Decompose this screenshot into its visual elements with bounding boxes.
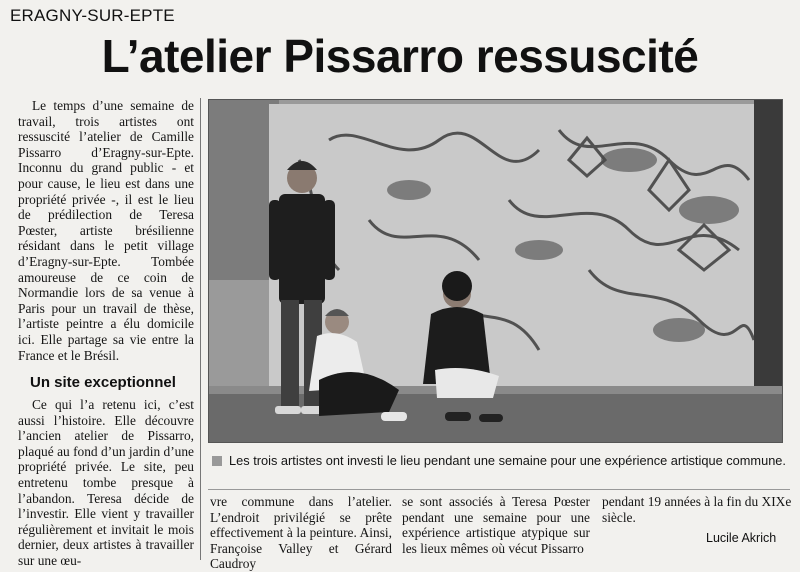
article-photo <box>208 99 783 443</box>
author-signature: Lucile Akrich <box>706 531 777 545</box>
left-column <box>18 98 194 569</box>
article-kicker: ERAGNY-SUR-EPTE <box>10 6 175 25</box>
column-2-text: se sont associés à Teresa Pœster pendant une semaine pour une expérience artistique atypique sur les lieux mêmes où vécut Pissarro <box>402 494 590 556</box>
section-subhead: Un site exceptionnel <box>30 374 176 392</box>
caption-marker-icon <box>212 456 222 466</box>
photo-illustration <box>209 100 782 442</box>
article-headline: L’atelier Pissarro ressuscité <box>101 30 699 82</box>
bottom-column-1 <box>210 494 392 572</box>
bottom-column-2 <box>402 494 590 556</box>
photo-caption <box>212 452 790 469</box>
column-divider <box>200 98 201 560</box>
column-3-text: pendant 19 années à la fin du XIXe siècle. <box>602 494 792 525</box>
bottom-column-3 <box>602 494 792 525</box>
column-1-text: vre commune dans l’atelier. L’endroit privilégié se prête effectivement à la peinture. Ainsi, Françoise Valley et Gérard Caudroy <box>210 494 392 572</box>
section-paragraph: Ce qui l’a retenu ici, c’est aussi l’histoire. Elle découvre l’ancien atelier de Pissarro, plaqué au fond d’un jardin d’une propriété privée. Le site, peu entretenu tombe presque à l’abandon. Teresa décide de l’investir. Elle vient y travailler régulièrement et invitait le mois dernier, deux artistes à travailler sur une œu- <box>18 397 194 569</box>
caption-text: Les trois artistes ont investi le lieu pendant une semaine pour une expérience artistique commune. <box>229 453 786 468</box>
intro-paragraph: Le temps d’une semaine de travail, trois artistes ont ressuscité l’atelier de Camille Pissarro d’Eragny-sur-Epte. Inconnu du grand public - et pour cause, le lieu est dans une propriété privée -, il est le lieu de prédilection de Teresa Pœster, artiste brésilienne résidant dans le petit village d’Eragny-sur-Epte. Tombée amoureuse de ce coin de Normandie lors de sa venue à Paris pour un travail de thèse, l’artiste peintre a élu domicile ici. Elle partage sa vie entre la France et le Brésil. <box>18 98 194 363</box>
caption-divider <box>208 489 790 490</box>
